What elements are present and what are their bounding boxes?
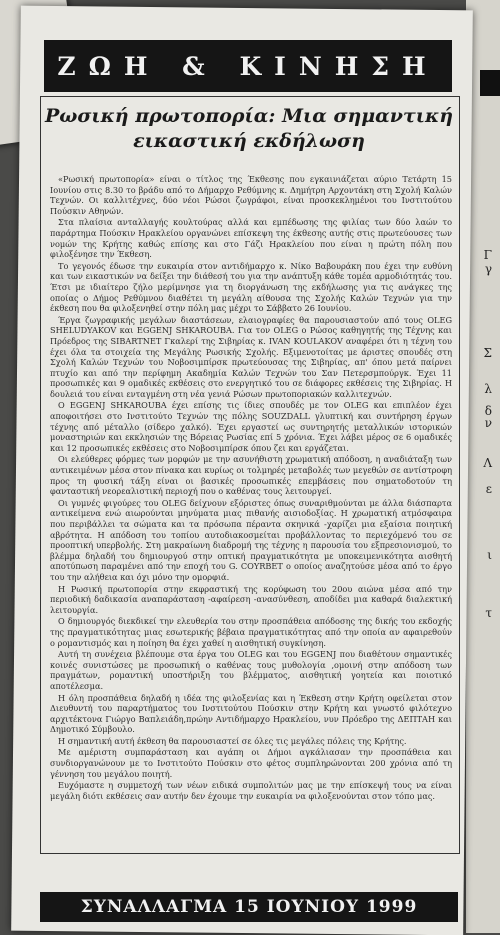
- article-paragraph: «Ρωσική πρωτοπορία» είναι ο τίτλος της Έκθεσης που εγκαινιάζεται αύριο Τετάρτη 15 Ιουνίου στις 8.30 το βράδυ από το Δήμαρχο Ρεθύμνης κ. Δημήτρη Αρχοντάκη στη Σχολή Καλών Τεχνών. Οι καλλιτέχνες, δύο νέοι Ρώσοι ζωγράφοι, είναι προσκεκλημένοι του Ινστιτούτου Πούσκιν Αθηνών.: [50, 174, 452, 216]
- side-glyph: ε: [485, 482, 492, 496]
- article-body: [50, 174, 452, 802]
- article-paragraph: Η σημαντική αυτή έκθεση θα παρουσιαστεί σε όλες τις μεγάλες πόλεις της Κρήτης.: [58, 735, 407, 746]
- side-glyph: ν: [484, 416, 492, 430]
- side-glyph: λ: [484, 382, 492, 396]
- side-glyph: δ: [484, 404, 492, 418]
- article-paragraph: Ευχόμαστε η συμμετοχή των νέων ειδικά συμπολιτών μας με την επίσκεψή τους να είναι μεγάλη διότι εκθέσεις σαν αυτήν δεν έχουμε την ευκαιρία να φιλοξενούνται στον τόπο μας.: [50, 780, 452, 801]
- article-headline: Ρωσική πρωτοπορία: Μια σημαντική εικαστική εκδήλωση: [44, 105, 454, 152]
- article-paragraph: Στα πλαίσια ανταλλαγής κουλτούρας αλλά και εμπέδωσης της φιλίας των δύο λαών το παράρτημα Πούσκιν Ηρακλείου οργανώνει επίσκεψη της έκθεσης αυτής στις πρωτεύουσες των νομών της Κρήτης καθώς επίσης και στο Γάζι Ηρακλείου που είναι η πρώτη πόλη που φιλοξένησε την Έκθεση.: [50, 217, 452, 260]
- article-paragraph: Ο EGGENJ SHKAROUBA έχει επίσης τις ίδιες σπουδές με τον OLEG και επιπλέον έχει αποφοιτήσει στο Ινστιτούτο Τεχνών της πόλης SOUZDALL γλυπτική και συντήρηση έργων τέχνης από μέταλλο (σίδερο χαλκό). Έχει εργαστεί ως συντηρητής μεταλλικών ιστορικών μοναστηριών και εκκλησιών της Βόρειας Ρωσίας επί 5 χρόνια. Έχει λάβει μέρος σε 6 ομαδικές και 12 προσωπικές εκθέσεις στο Νοβοσιμπίρσκ όπου ζει και εργάζεται.: [50, 400, 452, 453]
- exchange-rates-header: ΣΥΝΑΛΛΑΓΜΑ 15 ΙΟΥΝΙΟΥ 1999: [40, 892, 458, 922]
- side-glyph: ι: [487, 548, 492, 562]
- side-glyph: Λ: [483, 456, 492, 470]
- side-glyph: τ: [485, 606, 492, 620]
- article-paragraph: Έργα ζωγραφικής μεγάλων διαστάσεων, ελαιογραφίες θα παρουσιαστούν από τους OLEG SHELUDYAKOV και EGGENJ SHKAROUBA. Για τον OLEG ο Ρώσος καθηγητής της Τέχνης και Πρόεδρος της SIBARTNET Γκαλερί της Σιβηρίας κ. IVAN KOULAKOV αναφέρει ότι η τέχνη του έχει όλα τα στοιχεία της Μεγάλης Ρωσικής Σχολής. Εξιμενοτοίτας με άριστες σπουδές στη Σχολή Καλών Τεχνών του Νοβοσιμπίρσκ πρωτεύουσας της Σιβηρίας, απ' όπου μετά παίρνει πτυχίο και από την περίφημη Ακαδημία Καλών Τεχνών του Σαν Πετερσμπούργκ. Έχει 11 προσωπικές και 9 ομαδικές εκθέσεις στο ενεργητικό του σε διάφορες εκθέσεις της Σιβηρίας. Η δουλειά του είναι ενταγμένη στη νέα γενιά Ρώσων πρωτοποριακών καλλιτεχνών.: [50, 314, 452, 399]
- section-header: ΖΩΗ & ΚΙΝΗΣΗ: [44, 40, 452, 92]
- article-paragraph: Η Ρωσική πρωτοπορία στην εκφραστική της κορύφωση του 20ου αιώνα μέσα από την περιοδική δαδικασία αναπαράσταση -αφαίρεση -ανασύνθεση, αποδίδει μια καθαρά διαλεκτική λειτουργία.: [50, 583, 452, 615]
- article-paragraph: Οι γυμνές φιγούρες του OLEG δείχνουν εξόριστες όπως συναριθμούνται με άλλα διάσπαρτα αντικείμενα ενώ αιωρούνται μηνύματα μιας πιθανής αισιοδοξίας. Η χρωματική ατμόσφαιρα που περιβάλλει τα σώματα και τα πρόσωπα πέραντα σκηνικά -χαρίζει μια εξαίσια ποιητική αβρότητα. Η απόδοση του τοπίου αυτοδιακοσμείται προβάλλοντας το περιεχόμενό του σε προοπτική υπερβολής. Στη μακραίωνη διαδρομή της τέχνης η παρουσία του εξπρεσιονισμού, το βλέμμα δηλαδή του δημιουργού στην οπτική πραγματικότητα με υποκειμενικότητα αισθητή αποτύπωση παραμένει από την εποχή του G. COYRBET ο οποίος αναζητούσε μέσα από το έργο του την αλήθεια και όχι μόνο την ομορφιά.: [50, 497, 452, 582]
- article-paragraph: Ο δημιουργός διεκδικεί την ελευθερία του στην προσπάθεια απόδοσης της δικής του εκδοχής της πραγματικότητας μιας εσωτερικής βέβαια πραγματικότητας από την οποία αν αφαιρεθούν ο ρομαντισμός και η ποίηση θα έχει χαθεί η αισθητική συγκίνηση.: [50, 616, 452, 648]
- article-paragraph: Αυτή τη συνέχεια βλέπουμε στα έργα του OLEG και του EGGENJ που διαθέτουν σημαντικές κοινές συνιστώσες με προσωπική ο καθένας τους μυθολογία ,ομοινή στην απόδοση των πραγμάτων, ρομαντική υποστήριξη του βλέμματος, αισθητική γοητεία και ποιοτικό αποτέλεσμα.: [50, 649, 452, 691]
- article-paragraph: Η όλη προσπάθεια δηλαδή η ιδέα της φιλοξενίας και η Έκθεση στην Κρήτη οφείλεται στον Διευθυντή του παραρτήματος του Ινστιτούτου Πούσκιν στην Κρήτη και γνωστό φιλότεχνο αρχιτέκτονα Γιώργο Βαπλειάδη,πρώην Αντιδήμαρχο Ηρακλείου, νυν Πρόεδρο της ΔΕΠΤΑΗ και Δημοτικό Σύμβουλο.: [50, 692, 452, 735]
- article-paragraph: Με αμέριστη συμπαράσταση και αγάπη οι Δήμοι αγκάλιασαν την προσπάθεια και συνδιοργανώνουν με το Ινστιτούτο Πούσκιν στο φέτος συμπληρώνονται 200 χρόνια από τη γέννηση του μεγάλου ποιητή.: [50, 747, 452, 779]
- side-glyph: γ: [484, 262, 492, 276]
- adjacent-page-header-bar: [480, 70, 500, 96]
- article-paragraph: Οι ελεύθερες φόρμες των μορφών με την ασυνήθιστη χρωματική απόδοση, η αναδιάταξη των αντικειμένων μέσα στον πίνακα και κυρίως οι τολμηρές μεταβολές των μεγεθών σε αντίστροφη προς τη φυσική τάξη είναι οι βασικές προσωπικές επεμβάσεις που σηματοδοτούν τη φανταστική νεορεαλιστική περιοχή που ο καθένας τους λειτουργεί.: [50, 454, 452, 497]
- article-paragraph: Το γεγονός έδωσε την ευκαιρία στον αντιδήμαρχο κ. Νίκο Βαβουράκη που έχει την ευθύνη και των εικαστικών να δείξει την διάθεσή του για την ανάπτυξη κάθε τομέα αρμοδιότητάς του. Έτσι με ιδιαίτερο ζήλο μερίμνησε για τη διοργάνωση της εκδήλωσης για τις ανάγκες της οποίας ο Δήμος Ρεθύμνου διαθέτει τη μεγάλη αίθουσα της Σχολής Καλών Τεχνών για την έκθεση που θα φιλοξενηθεί στην πόλη μας μέχρι το Σάββατο 26 Ιουνίου.: [50, 260, 452, 314]
- side-glyph: Γ: [483, 248, 492, 262]
- side-glyph: Σ: [483, 346, 492, 360]
